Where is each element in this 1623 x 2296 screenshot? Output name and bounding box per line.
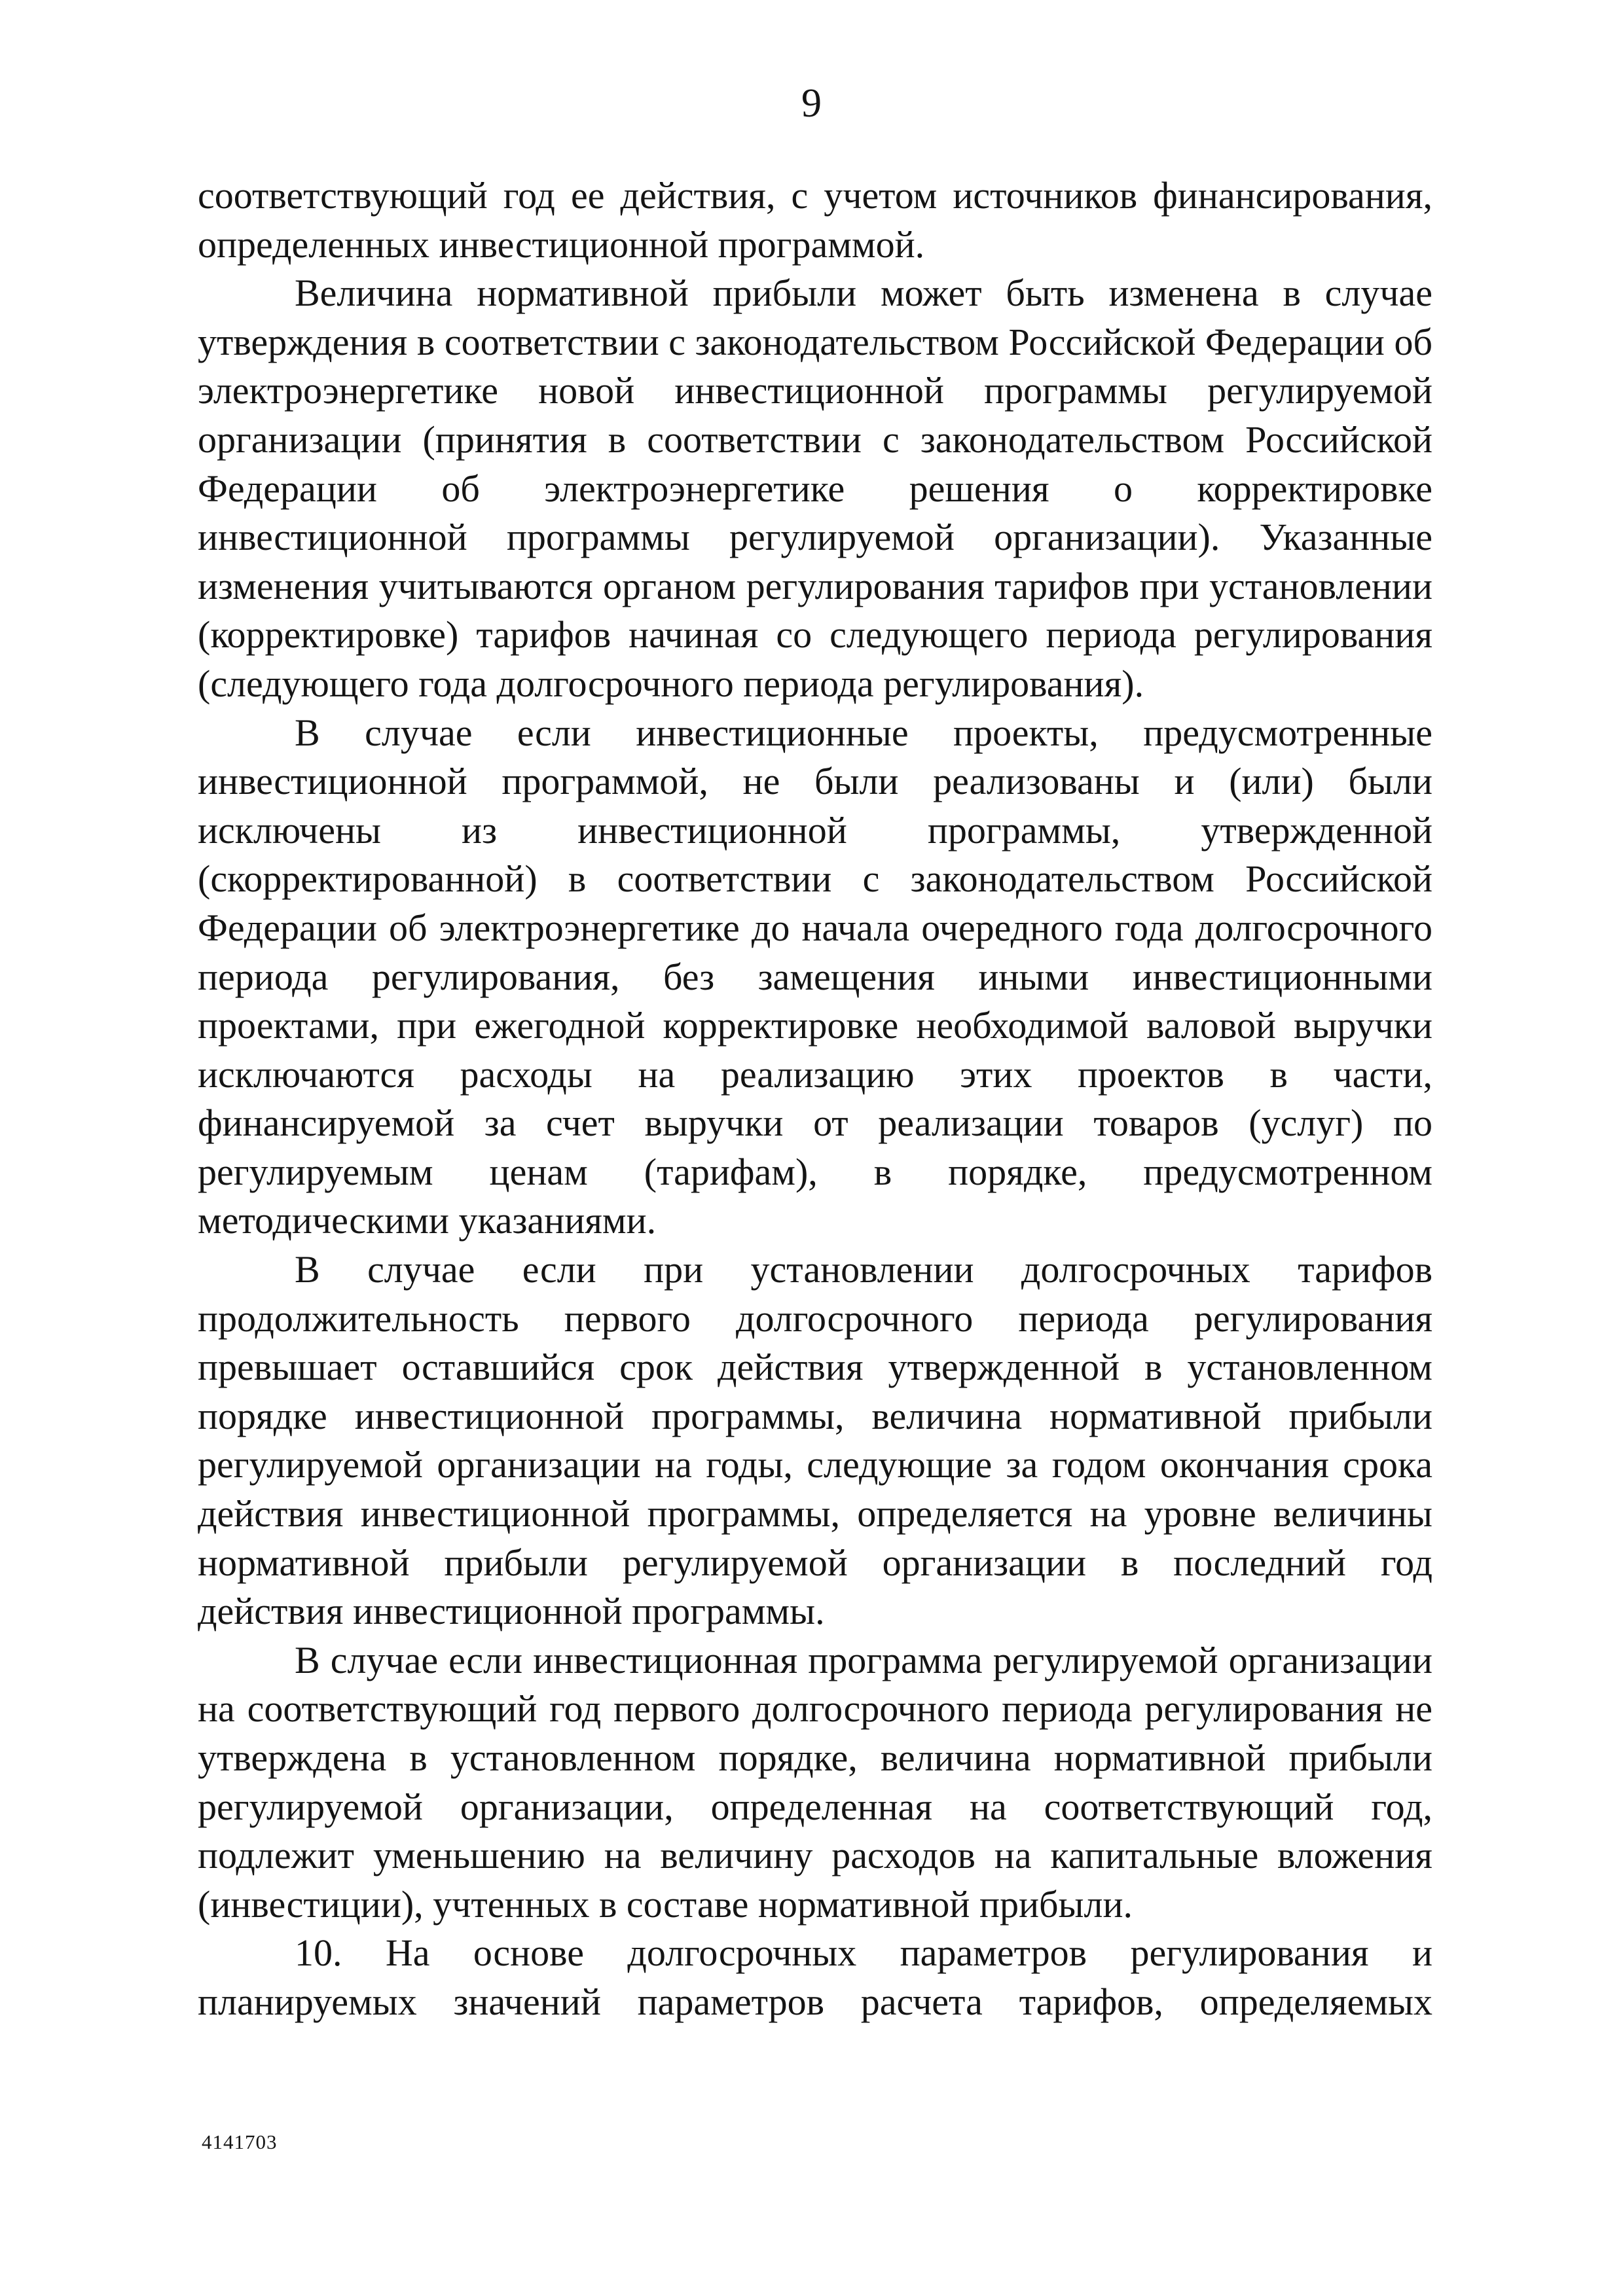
paragraph-unapproved-program: В случае если инвестиционная программа регулируемой организации на соответствующий год первого долгосрочного периода регулирования не утверждена в установленном порядке, величина нормативной прибыли регулируемой организации, определенная на соответствующий год, подлежит уменьшению на величину расходов на капитальные вложения (инвестиции), учтенных в составе нормативной прибыли. [198,1638,1432,1926]
page-number: 9 [801,81,822,126]
document-body [198,171,1432,2027]
paragraph-unrealized-projects: В случае если инвестиционные проекты, предусмотренные инвестиционной программой, не были реализованы и (или) были исключены из инвестиционной программы, утвержденной (скорректированной) в соответствии с законодательством Российской Федерации об электроэнергетике до начала очередного года долгосрочного периода регулирования, без замещения иными инвестиционными проектами, при ежегодной корректировке необходимой валовой выручки исключаются расходы на реализацию этих проектов в части, финансируемой за счет выручки от реализации товаров (услуг) по регулируемым ценам (тарифам), в порядке, предусмотренном методическими указаниями. [198,711,1432,1242]
paragraph-continuation: соответствующий год ее действия, с учетом источников финансирования, определенных инвестиционной программой. [198,174,1432,266]
paragraph-item-10: 10. На основе долгосрочных параметров регулирования и планируемых значений параметров расчета тарифов, определяемых [198,1931,1432,2023]
paragraph-normative-profit-change: Величина нормативной прибыли может быть изменена в случае утверждения в соответствии с законодательством Российской Федерации об электроэнергетике новой инвестиционной программы регулируемой организации (принятия в соответствии с законодательством Российской Федерации об электроэнергетике решения о корректировке инвестиционной программы регулируемой организации). Указанные изменения учитываются органом регулирования тарифов при установлении (корректировке) тарифов начиная со следующего периода регулирования (следующего года долгосрочного периода регулирования). [198,272,1432,705]
paragraph-long-term-period: В случае если при установлении долгосрочных тарифов продолжительность первого долгосрочного периода регулирования превышает оставшийся срок действия утвержденной в установленном порядке инвестиционной программы, величина нормативной прибыли регулируемой организации на годы, следующие за годом окончания срока действия инвестиционной программы, определяется на уровне величины нормативной прибыли регулируемой организации в последний год действия инвестиционной программы. [198,1248,1432,1633]
document-code: 4141703 [202,2130,278,2153]
